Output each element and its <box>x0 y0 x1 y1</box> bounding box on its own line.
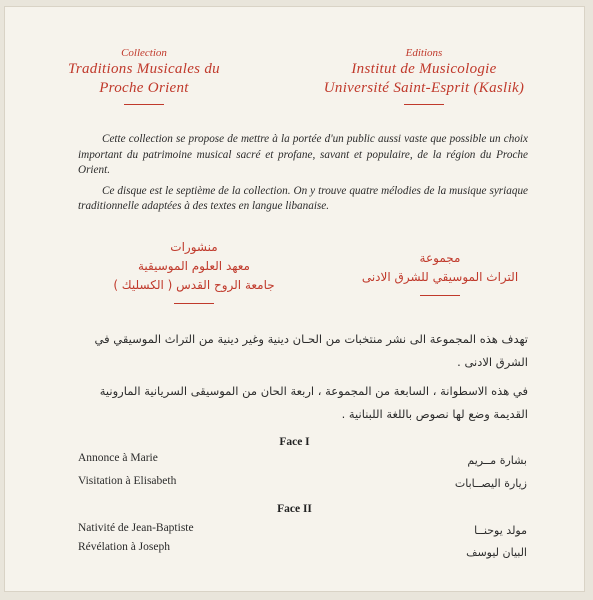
collection-title-line2: Proche Orient <box>99 80 189 96</box>
editions-header <box>304 46 544 105</box>
track-ar-2: زيارة اليصــابات <box>454 477 527 490</box>
arabic-publisher-header <box>84 238 304 304</box>
face-2-title: Face II <box>277 503 312 515</box>
track-ar-1: بشارة مــريم <box>467 454 527 467</box>
arabic-collection-title: التراث الموسيقي للشرق الادنى <box>361 270 519 284</box>
french-intro <box>78 132 528 215</box>
track-fr-1: Annonce à Marie <box>78 452 158 464</box>
face-1-title: Face I <box>279 436 310 448</box>
record-sleeve-back <box>4 6 585 592</box>
arabic-intro <box>78 328 528 426</box>
divider-rule <box>420 295 460 296</box>
track-ar-3: مولد يوحنــا <box>474 524 527 537</box>
arabic-institute-name: معهد العلوم الموسيقية <box>138 259 250 273</box>
publisher-name-line2: Université Saint-Esprit (Kaslik) <box>323 80 525 96</box>
track-fr-3: Nativité de Jean-Baptiste <box>78 522 194 534</box>
divider-rule <box>404 104 444 105</box>
arabic-university-name: جامعة الروح القدس ( الكسليك ) <box>113 278 275 292</box>
french-paragraph-2: Ce disque est le septième de la collection. On y trouve quatre mélodies de la musique syriaque traditionnelle adaptées à des textes en langue libanaise. <box>78 184 528 212</box>
publisher-name-line1: Institut de Musicologie <box>351 61 497 77</box>
editions-label: Editions <box>405 47 443 59</box>
arabic-paragraph-2: في هذه الاسطوانة ، السابعة من المجموعة ، اربعة الحان من الموسيقى السريانية المارونية القديمة وضع لها نصوص باللغة اللبنانية . <box>99 384 528 421</box>
arabic-collection-label: مجموعة <box>419 251 461 265</box>
divider-rule <box>124 104 164 105</box>
arabic-editions-label: منشورات <box>170 240 218 254</box>
divider-rule <box>174 303 214 304</box>
collection-title-line1: Traditions Musicales du <box>68 61 220 77</box>
track-fr-2: Visitation à Elisabeth <box>78 475 177 487</box>
collection-header <box>44 46 244 105</box>
track-fr-4: Révélation à Joseph <box>78 541 170 553</box>
collection-label: Collection <box>121 47 167 59</box>
french-paragraph-1: Cette collection se propose de mettre à la portée d'un public aussi vaste que possible un choix important du patrimoine musical sacré et profane, savant et populaire, de la région du Proche Orient. <box>78 133 528 176</box>
arabic-collection-header <box>340 249 540 296</box>
arabic-paragraph-1: تهدف هذه المجموعة الى نشر منتخبات من الحـان دينية وغير دينية من التراث الموسيقي في الشرق الادنى . <box>94 332 528 369</box>
track-ar-4: البيان ليوسف <box>466 546 527 559</box>
